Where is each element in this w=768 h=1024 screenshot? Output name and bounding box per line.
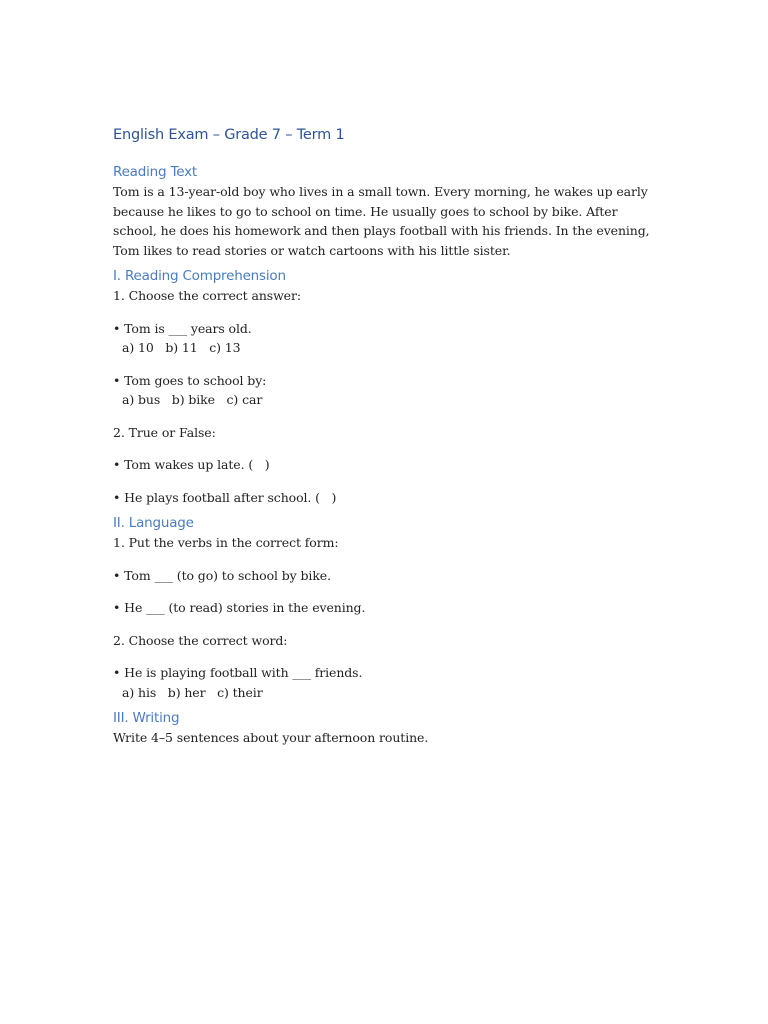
language-question-2-label: 2. Choose the correct word:: [113, 632, 288, 648]
comprehension-item-1-options: a) 10 b) 11 c) 13: [122, 340, 241, 355]
language-heading: II. Language: [113, 515, 194, 531]
correct-word-item-1-options: a) his b) her c) their: [122, 684, 263, 700]
document-title: English Exam – Grade 7 – Term 1: [113, 127, 345, 143]
verb-form-item-2: • He ___ (to read) stories in the evening.: [113, 600, 366, 615]
language-question-1-label: 1. Put the verbs in the correct form:: [113, 535, 339, 550]
correct-word-item-1-stem: • He is playing football with ___ friends.: [113, 665, 363, 680]
comprehension-question-2-label: 2. True or False:: [113, 424, 216, 440]
verb-form-item-1: • Tom ___ (to go) to school by bike.: [113, 567, 331, 583]
comprehension-question-1-label: 1. Choose the correct answer:: [113, 288, 301, 303]
reading-text-paragraph: Tom is a 13-year-old boy who lives in a small town. Every morning, he wakes up early because he likes to go to school on time. He usually goes to school by bike. After school, he does his homework and then plays football with his friends. In the evening, Tom likes to read stories or watch cartoons with his little sister.: [113, 184, 650, 258]
comprehension-item-2-stem: • Tom goes to school by:: [113, 372, 267, 388]
writing-heading: III. Writing: [113, 710, 180, 726]
reading-text-heading: Reading Text: [113, 164, 197, 180]
writing-prompt: Write 4–5 sentences about your afternoon routine.: [113, 730, 429, 745]
comprehension-item-2-options: a) bus b) bike c) car: [122, 392, 263, 407]
reading-comprehension-heading: I. Reading Comprehension: [113, 268, 286, 284]
exam-document: [113, 124, 653, 748]
true-false-item-1: • Tom wakes up late. ( ): [113, 457, 270, 472]
comprehension-item-1-stem: • Tom is ___ years old.: [113, 320, 252, 336]
true-false-item-2: • He plays football after school. ( ): [113, 489, 337, 505]
